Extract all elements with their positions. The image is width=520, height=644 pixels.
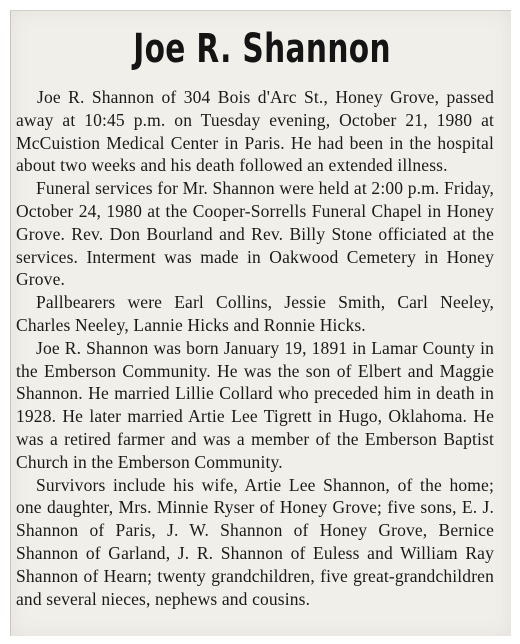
obituary-body — [16, 86, 494, 610]
paragraph-survivors: Survivors include his wife, Artie Lee Shannon, of the home; one daughter, Mrs. Minnie Ryser of Honey Grove; five sons, E. J. Shannon of Paris, J. W. Shannon of Honey Grove, Bernice Shannon of Garland, J. R. Shannon of Euless and William Ray Shannon of Hearn; twenty grandchildren, five great-grandchildren and several nieces, nephews and cousins. — [16, 474, 494, 609]
paragraph-death-notice: Joe R. Shannon of 304 Bois d'Arc St., Honey Grove, passed away at 10:45 p.m. on Tuesday evening, October 21, 1980 at McCuistion Medical Center in Paris. He had been in the hospital about two weeks and his death followed an extended illness. — [16, 87, 494, 176]
paragraph-biography: Joe R. Shannon was born January 19, 1891 in Lamar County in the Emberson Community. He was the son of Elbert and Maggie Shannon. He married Lillie Collard who preceded him in death in 1928. He later married Artie Lee Tigrett in Hugo, Oklahoma. He was a retired farmer and was a member of the Emberson Baptist Church in the Emberson Community. — [16, 337, 494, 472]
paragraph-pallbearers: Pallbearers were Earl Collins, Jessie Smith, Carl Neeley, Charles Neeley, Lannie Hicks and Ronnie Hicks. — [16, 292, 494, 335]
paragraph-funeral-services: Funeral services for Mr. Shannon were held at 2:00 p.m. Friday, October 24, 1980 at the Cooper-Sorrells Funeral Chapel in Honey Grove. Rev. Don Bourland and Rev. Billy Stone officiated at the services. Interment was made in Oakwood Cemetery in Honey Grove. — [16, 178, 494, 290]
obituary-title: Joe R. Shannon — [133, 26, 391, 72]
